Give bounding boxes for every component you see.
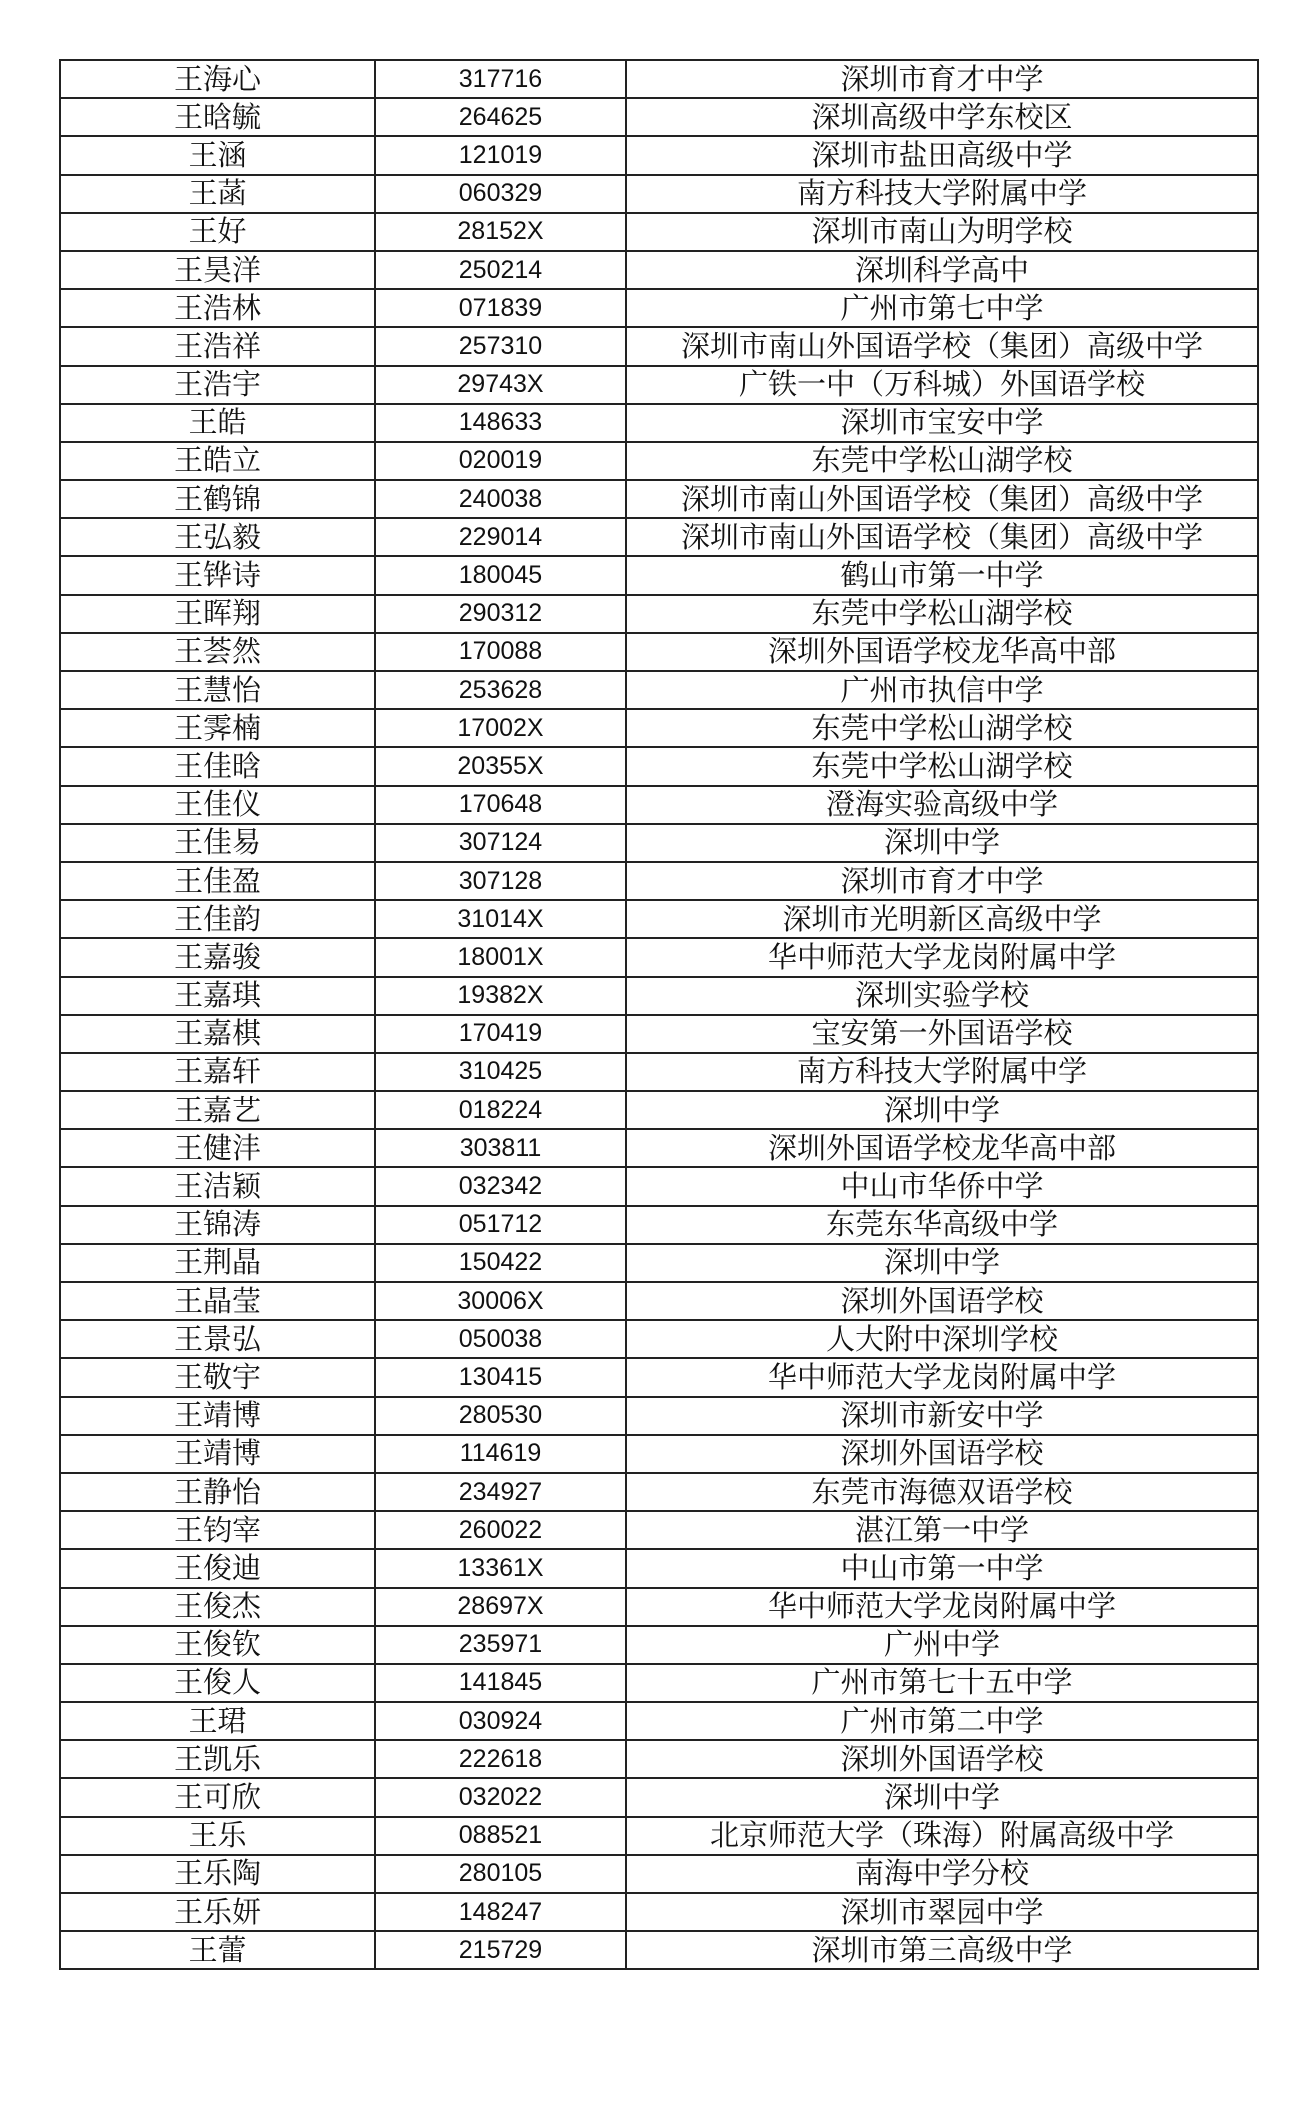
student-code-cell: 303811 — [375, 1129, 626, 1167]
student-code-cell: 317716 — [375, 60, 626, 98]
school-name-cell: 东莞东华高级中学 — [626, 1206, 1258, 1244]
student-name-cell: 王俊钦 — [60, 1626, 375, 1664]
table-row — [60, 1358, 1258, 1396]
student-name-cell: 王景弘 — [60, 1320, 375, 1358]
table-row — [60, 289, 1258, 327]
table-row — [60, 824, 1258, 862]
student-name-cell: 王靖博 — [60, 1397, 375, 1435]
student-code-cell: 071839 — [375, 289, 626, 327]
student-name-cell: 王鹤锦 — [60, 480, 375, 518]
school-name-cell: 深圳市盐田高级中学 — [626, 136, 1258, 174]
student-code-cell: 20355X — [375, 747, 626, 785]
table-row — [60, 404, 1258, 442]
school-name-cell: 深圳市新安中学 — [626, 1397, 1258, 1435]
student-name-cell: 王佳盈 — [60, 862, 375, 900]
student-name-cell: 王乐 — [60, 1817, 375, 1855]
school-name-cell: 东莞中学松山湖学校 — [626, 747, 1258, 785]
student-code-cell: 030924 — [375, 1702, 626, 1740]
student-name-cell: 王荆晶 — [60, 1244, 375, 1282]
student-code-cell: 148633 — [375, 404, 626, 442]
table-row — [60, 709, 1258, 747]
student-name-cell: 王皓 — [60, 404, 375, 442]
table-row — [60, 747, 1258, 785]
school-name-cell: 东莞中学松山湖学校 — [626, 709, 1258, 747]
table-row — [60, 60, 1258, 98]
table-row — [60, 556, 1258, 594]
table-row — [60, 1931, 1258, 1969]
table-row — [60, 366, 1258, 404]
school-name-cell: 广州市执信中学 — [626, 671, 1258, 709]
school-name-cell: 深圳外国语学校 — [626, 1740, 1258, 1778]
student-code-cell: 280105 — [375, 1855, 626, 1893]
table-row — [60, 1893, 1258, 1931]
student-code-cell: 170648 — [375, 786, 626, 824]
student-name-cell: 王可欣 — [60, 1778, 375, 1816]
school-name-cell: 东莞市海德双语学校 — [626, 1473, 1258, 1511]
student-name-cell: 王嘉棋 — [60, 1015, 375, 1053]
school-name-cell: 南方科技大学附属中学 — [626, 1053, 1258, 1091]
student-code-cell: 260022 — [375, 1511, 626, 1549]
student-name-cell: 王海心 — [60, 60, 375, 98]
school-name-cell: 深圳实验学校 — [626, 977, 1258, 1015]
table-row — [60, 786, 1258, 824]
school-name-cell: 东莞中学松山湖学校 — [626, 442, 1258, 480]
table-row — [60, 1320, 1258, 1358]
school-name-cell: 东莞中学松山湖学校 — [626, 595, 1258, 633]
student-name-cell: 王晖翔 — [60, 595, 375, 633]
table-row — [60, 1626, 1258, 1664]
student-name-cell: 王浩祥 — [60, 327, 375, 365]
student-name-cell: 王慧怡 — [60, 671, 375, 709]
student-code-cell: 253628 — [375, 671, 626, 709]
student-code-cell: 170088 — [375, 633, 626, 671]
student-name-cell: 王荟然 — [60, 633, 375, 671]
student-code-cell: 121019 — [375, 136, 626, 174]
student-code-cell: 31014X — [375, 900, 626, 938]
school-name-cell: 南海中学分校 — [626, 1855, 1258, 1893]
student-name-cell: 王浩林 — [60, 289, 375, 327]
student-name-cell: 王乐陶 — [60, 1855, 375, 1893]
table-row — [60, 1740, 1258, 1778]
table-row — [60, 175, 1258, 213]
student-code-cell: 032022 — [375, 1778, 626, 1816]
student-code-cell: 18001X — [375, 938, 626, 976]
student-code-cell: 018224 — [375, 1091, 626, 1129]
school-name-cell: 鹤山市第一中学 — [626, 556, 1258, 594]
table-row — [60, 1702, 1258, 1740]
student-code-cell: 141845 — [375, 1664, 626, 1702]
student-code-cell: 250214 — [375, 251, 626, 289]
student-name-cell: 王乐妍 — [60, 1893, 375, 1931]
student-code-cell: 234927 — [375, 1473, 626, 1511]
table-row — [60, 1167, 1258, 1205]
student-code-cell: 30006X — [375, 1282, 626, 1320]
student-code-cell: 280530 — [375, 1397, 626, 1435]
table-row — [60, 1664, 1258, 1702]
table-row — [60, 595, 1258, 633]
school-name-cell: 人大附中深圳学校 — [626, 1320, 1258, 1358]
student-code-cell: 310425 — [375, 1053, 626, 1091]
student-name-cell: 王佳易 — [60, 824, 375, 862]
student-name-cell: 王洁颖 — [60, 1167, 375, 1205]
school-name-cell: 深圳外国语学校 — [626, 1282, 1258, 1320]
student-name-cell: 王佳韵 — [60, 900, 375, 938]
school-name-cell: 澄海实验高级中学 — [626, 786, 1258, 824]
student-code-cell: 150422 — [375, 1244, 626, 1282]
student-table — [59, 59, 1259, 1970]
table-row — [60, 480, 1258, 518]
student-name-cell: 王静怡 — [60, 1473, 375, 1511]
table-row — [60, 98, 1258, 136]
student-name-cell: 王佳仪 — [60, 786, 375, 824]
school-name-cell: 深圳市光明新区高级中学 — [626, 900, 1258, 938]
school-name-cell: 深圳中学 — [626, 1091, 1258, 1129]
table-row — [60, 900, 1258, 938]
student-code-cell: 215729 — [375, 1931, 626, 1969]
student-name-cell: 王浩宇 — [60, 366, 375, 404]
student-code-cell: 17002X — [375, 709, 626, 747]
school-name-cell: 深圳外国语学校龙华高中部 — [626, 1129, 1258, 1167]
student-name-cell: 王晗毓 — [60, 98, 375, 136]
student-code-cell: 130415 — [375, 1358, 626, 1396]
table-row — [60, 442, 1258, 480]
table-row — [60, 1206, 1258, 1244]
table-row — [60, 977, 1258, 1015]
table-row — [60, 862, 1258, 900]
student-name-cell: 王皓立 — [60, 442, 375, 480]
student-name-cell: 王俊人 — [60, 1664, 375, 1702]
student-name-cell: 王靖博 — [60, 1435, 375, 1473]
school-name-cell: 深圳中学 — [626, 1244, 1258, 1282]
student-code-cell: 19382X — [375, 977, 626, 1015]
student-name-cell: 王嘉轩 — [60, 1053, 375, 1091]
school-name-cell: 深圳市育才中学 — [626, 862, 1258, 900]
student-name-cell: 王晶莹 — [60, 1282, 375, 1320]
table-row — [60, 938, 1258, 976]
student-name-cell: 王蕾 — [60, 1931, 375, 1969]
student-code-cell: 060329 — [375, 175, 626, 213]
school-name-cell: 深圳科学高中 — [626, 251, 1258, 289]
student-name-cell: 王好 — [60, 213, 375, 251]
student-code-cell: 290312 — [375, 595, 626, 633]
table-row — [60, 1015, 1258, 1053]
school-name-cell: 华中师范大学龙岗附属中学 — [626, 1358, 1258, 1396]
school-name-cell: 广州市第七中学 — [626, 289, 1258, 327]
school-name-cell: 深圳高级中学东校区 — [626, 98, 1258, 136]
student-code-cell: 307124 — [375, 824, 626, 862]
table-body — [60, 60, 1258, 1969]
school-name-cell: 广州市第二中学 — [626, 1702, 1258, 1740]
student-name-cell: 王弘毅 — [60, 518, 375, 556]
student-code-cell: 222618 — [375, 1740, 626, 1778]
table-row — [60, 671, 1258, 709]
table-row — [60, 1511, 1258, 1549]
student-code-cell: 235971 — [375, 1626, 626, 1664]
school-name-cell: 湛江第一中学 — [626, 1511, 1258, 1549]
student-name-cell: 王铧诗 — [60, 556, 375, 594]
student-name-cell: 王佳晗 — [60, 747, 375, 785]
school-name-cell: 广州市第七十五中学 — [626, 1664, 1258, 1702]
student-code-cell: 050038 — [375, 1320, 626, 1358]
table-row — [60, 633, 1258, 671]
school-name-cell: 深圳市南山外国语学校（集团）高级中学 — [626, 480, 1258, 518]
table-row — [60, 1588, 1258, 1626]
school-name-cell: 深圳市育才中学 — [626, 60, 1258, 98]
table-row — [60, 1778, 1258, 1816]
student-code-cell: 257310 — [375, 327, 626, 365]
student-code-cell: 088521 — [375, 1817, 626, 1855]
student-code-cell: 229014 — [375, 518, 626, 556]
table-row — [60, 1244, 1258, 1282]
table-row — [60, 251, 1258, 289]
school-name-cell: 深圳外国语学校龙华高中部 — [626, 633, 1258, 671]
student-name-cell: 王嘉琪 — [60, 977, 375, 1015]
student-code-cell: 264625 — [375, 98, 626, 136]
school-name-cell: 深圳市翠园中学 — [626, 1893, 1258, 1931]
student-name-cell: 王珺 — [60, 1702, 375, 1740]
school-name-cell: 深圳外国语学校 — [626, 1435, 1258, 1473]
table-row — [60, 213, 1258, 251]
student-name-cell: 王俊迪 — [60, 1549, 375, 1587]
student-code-cell: 307128 — [375, 862, 626, 900]
student-name-cell: 王昊洋 — [60, 251, 375, 289]
student-name-cell: 王锦涛 — [60, 1206, 375, 1244]
student-name-cell: 王钧宰 — [60, 1511, 375, 1549]
table-row — [60, 1817, 1258, 1855]
school-name-cell: 广州中学 — [626, 1626, 1258, 1664]
student-code-cell: 114619 — [375, 1435, 626, 1473]
school-name-cell: 深圳中学 — [626, 824, 1258, 862]
student-name-cell: 王凯乐 — [60, 1740, 375, 1778]
student-name-cell: 王嘉骏 — [60, 938, 375, 976]
student-name-cell: 王涵 — [60, 136, 375, 174]
table-row — [60, 1053, 1258, 1091]
student-code-cell: 051712 — [375, 1206, 626, 1244]
student-name-cell: 王菡 — [60, 175, 375, 213]
table-row — [60, 136, 1258, 174]
school-name-cell: 华中师范大学龙岗附属中学 — [626, 1588, 1258, 1626]
student-code-cell: 032342 — [375, 1167, 626, 1205]
table-row — [60, 327, 1258, 365]
student-code-cell: 148247 — [375, 1893, 626, 1931]
school-name-cell: 深圳市南山外国语学校（集团）高级中学 — [626, 327, 1258, 365]
table-row — [60, 1855, 1258, 1893]
table-row — [60, 1282, 1258, 1320]
table-row — [60, 1549, 1258, 1587]
student-code-cell: 020019 — [375, 442, 626, 480]
school-name-cell: 深圳市宝安中学 — [626, 404, 1258, 442]
school-name-cell: 华中师范大学龙岗附属中学 — [626, 938, 1258, 976]
table-row — [60, 1473, 1258, 1511]
student-code-cell: 28152X — [375, 213, 626, 251]
student-name-cell: 王俊杰 — [60, 1588, 375, 1626]
student-name-cell: 王健沣 — [60, 1129, 375, 1167]
table-row — [60, 1129, 1258, 1167]
table-row — [60, 1435, 1258, 1473]
school-name-cell: 南方科技大学附属中学 — [626, 175, 1258, 213]
school-name-cell: 深圳市第三高级中学 — [626, 1931, 1258, 1969]
table-row — [60, 1091, 1258, 1129]
student-code-cell: 170419 — [375, 1015, 626, 1053]
school-name-cell: 北京师范大学（珠海）附属高级中学 — [626, 1817, 1258, 1855]
student-name-cell: 王霁楠 — [60, 709, 375, 747]
school-name-cell: 宝安第一外国语学校 — [626, 1015, 1258, 1053]
school-name-cell: 广铁一中（万科城）外国语学校 — [626, 366, 1258, 404]
student-code-cell: 180045 — [375, 556, 626, 594]
table-row — [60, 1397, 1258, 1435]
school-name-cell: 中山市第一中学 — [626, 1549, 1258, 1587]
school-name-cell: 深圳市南山为明学校 — [626, 213, 1258, 251]
school-name-cell: 深圳市南山外国语学校（集团）高级中学 — [626, 518, 1258, 556]
student-code-cell: 13361X — [375, 1549, 626, 1587]
student-code-cell: 28697X — [375, 1588, 626, 1626]
school-name-cell: 中山市华侨中学 — [626, 1167, 1258, 1205]
student-code-cell: 29743X — [375, 366, 626, 404]
school-name-cell: 深圳中学 — [626, 1778, 1258, 1816]
student-name-cell: 王嘉艺 — [60, 1091, 375, 1129]
table-row — [60, 518, 1258, 556]
student-name-cell: 王敬宇 — [60, 1358, 375, 1396]
student-code-cell: 240038 — [375, 480, 626, 518]
